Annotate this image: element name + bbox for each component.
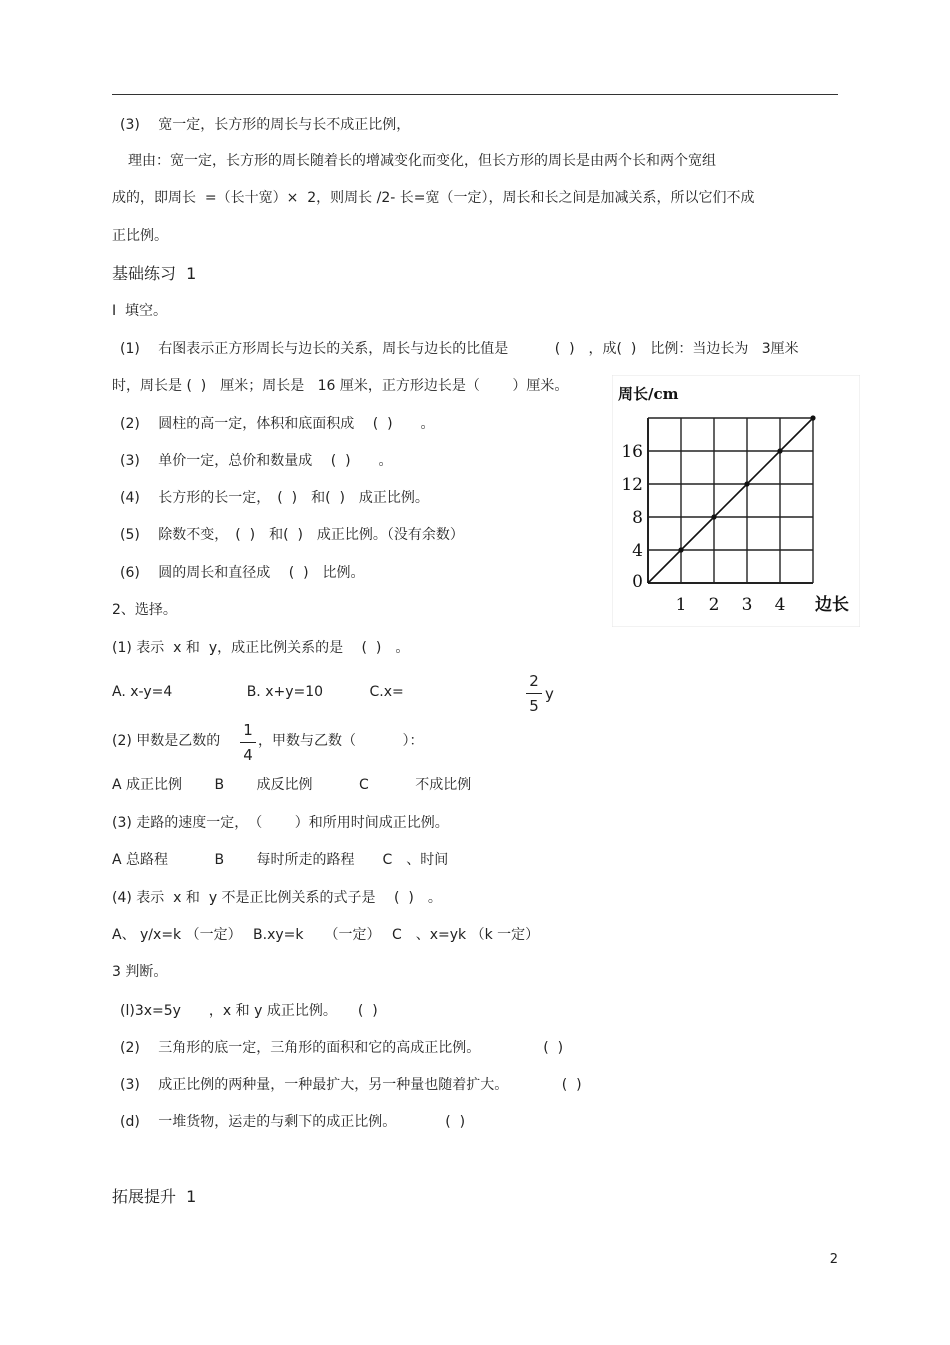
y-axis-label: 周长/cm [618,385,679,403]
fraction-denominator: 4 [243,746,253,764]
choice-q1-fraction-var: y [545,685,554,703]
judge-q3: (3) 成正比例的两种量，一种最扩大，另一种量也随着扩大。 ( ) [120,1077,582,1093]
fill-q6: (6) 圆的周长和直径成 ( ) 比例。 [120,565,365,581]
fill-q2: (2) 圆柱的高一定，体积和底面积成 ( ) 。 [120,416,435,432]
header-rule [112,94,838,95]
section-title-basic: 基础练习 1 [112,264,197,283]
x-tick-label: 4 [774,595,786,615]
choice-q4: (4) 表示 x 和 y 不是正比例关系的式子是 ( ) 。 [112,890,442,906]
p3-statement: (3) 宽一定，长方形的周长与长不成正比例， [120,117,411,133]
fraction-numerator: 2 [529,672,539,690]
choice-q2-fraction [238,721,258,764]
y-tick-label: 8 [632,508,643,528]
fill-title: I 填空。 [112,303,168,319]
x-tick-label: 2 [708,595,720,615]
x-tick-label: 3 [741,595,753,615]
fraction-denominator: 5 [529,697,539,715]
data-point [744,481,749,486]
fill-q5: (5) 除数不变， ( ) 和( ) 成正比例。（没有余数） [120,527,464,543]
y-tick-label: 12 [621,475,643,495]
judge-q1: (l)3x=5y ，x 和 y 成正比例。 ( ) [120,1003,378,1019]
choice-q1-fraction [524,672,544,715]
fraction-bar [526,693,542,694]
choice-q1-options: A. x-y=4 B. x+y=10 C.x= [112,684,404,700]
fraction-bar [240,742,256,743]
x-tick-label: 1 [675,595,687,615]
fill-q1-line2: 时，周长是 ( ) 厘米；周长是 16 厘米，正方形边长是（ ）厘米。 [112,378,569,394]
judge-title: 3 判断。 [112,964,168,980]
fill-q1-line1: (1) 右图表示正方形周长与边长的关系，周长与边长的比值是 ( ) ，成( ) 比例：当边长为 3厘米 [120,341,799,357]
chart-frame [612,375,860,627]
choice-q4-options: A、 y/x=k （一定） B.xy=k （一定） C 、x=yk （k 一定） [112,927,540,943]
x-axis-label: 边长 [815,595,849,615]
data-point [711,514,716,519]
p3-reason-line2: 成的，即周长 =（长十宽）× 2，则周长 /2- 长=宽（一定），周长和长之间是加减关系，所以它们不成 [112,190,755,206]
judge-q4: (d) 一堆货物，运走的与剩下的成正比例。 ( ) [120,1114,466,1130]
fill-q4: (4) 长方形的长一定， ( ) 和( ) 成正比例。 [120,490,429,506]
choice-q3: (3) 走路的速度一定， （ ）和所用时间成正比例。 [112,815,449,831]
data-point [777,448,782,453]
data-point [810,415,815,420]
choice-q1: (1) 表示 x 和 y，成正比例关系的是 ( ) 。 [112,640,410,656]
fraction-numerator: 1 [243,721,253,739]
y-tick-label: 16 [621,442,643,462]
perimeter-side-chart [612,375,860,627]
choice-q2-options: A 成正比例 B 成反比例 C 不成比例 [112,777,472,793]
page-number: 2 [829,1252,838,1267]
p3-reason-line3: 正比例。 [112,228,168,244]
choice-q2-post: ，甲数与乙数（ ）： [258,733,424,749]
fill-q3: (3) 单价一定，总价和数量成 ( ) 。 [120,453,393,469]
section-title-extension: 拓展提升 1 [112,1187,197,1206]
p3-reason-line1: 理由：宽一定，长方形的周长随着长的增减变化而变化，但长方形的周长是由两个长和两个宽组 [128,153,716,169]
origin-label: 0 [632,572,643,592]
y-tick-label: 4 [632,541,643,561]
choice-q3-options: A 总路程 B 每时所走的路程 C 、时间 [112,852,449,868]
judge-q2: (2) 三角形的底一定，三角形的面积和它的高成正比例。 ( ) [120,1040,564,1056]
choice-q2-pre: (2) 甲数是乙数的 [112,733,221,749]
choice-title: 2、选择。 [112,602,177,618]
data-point [678,547,683,552]
